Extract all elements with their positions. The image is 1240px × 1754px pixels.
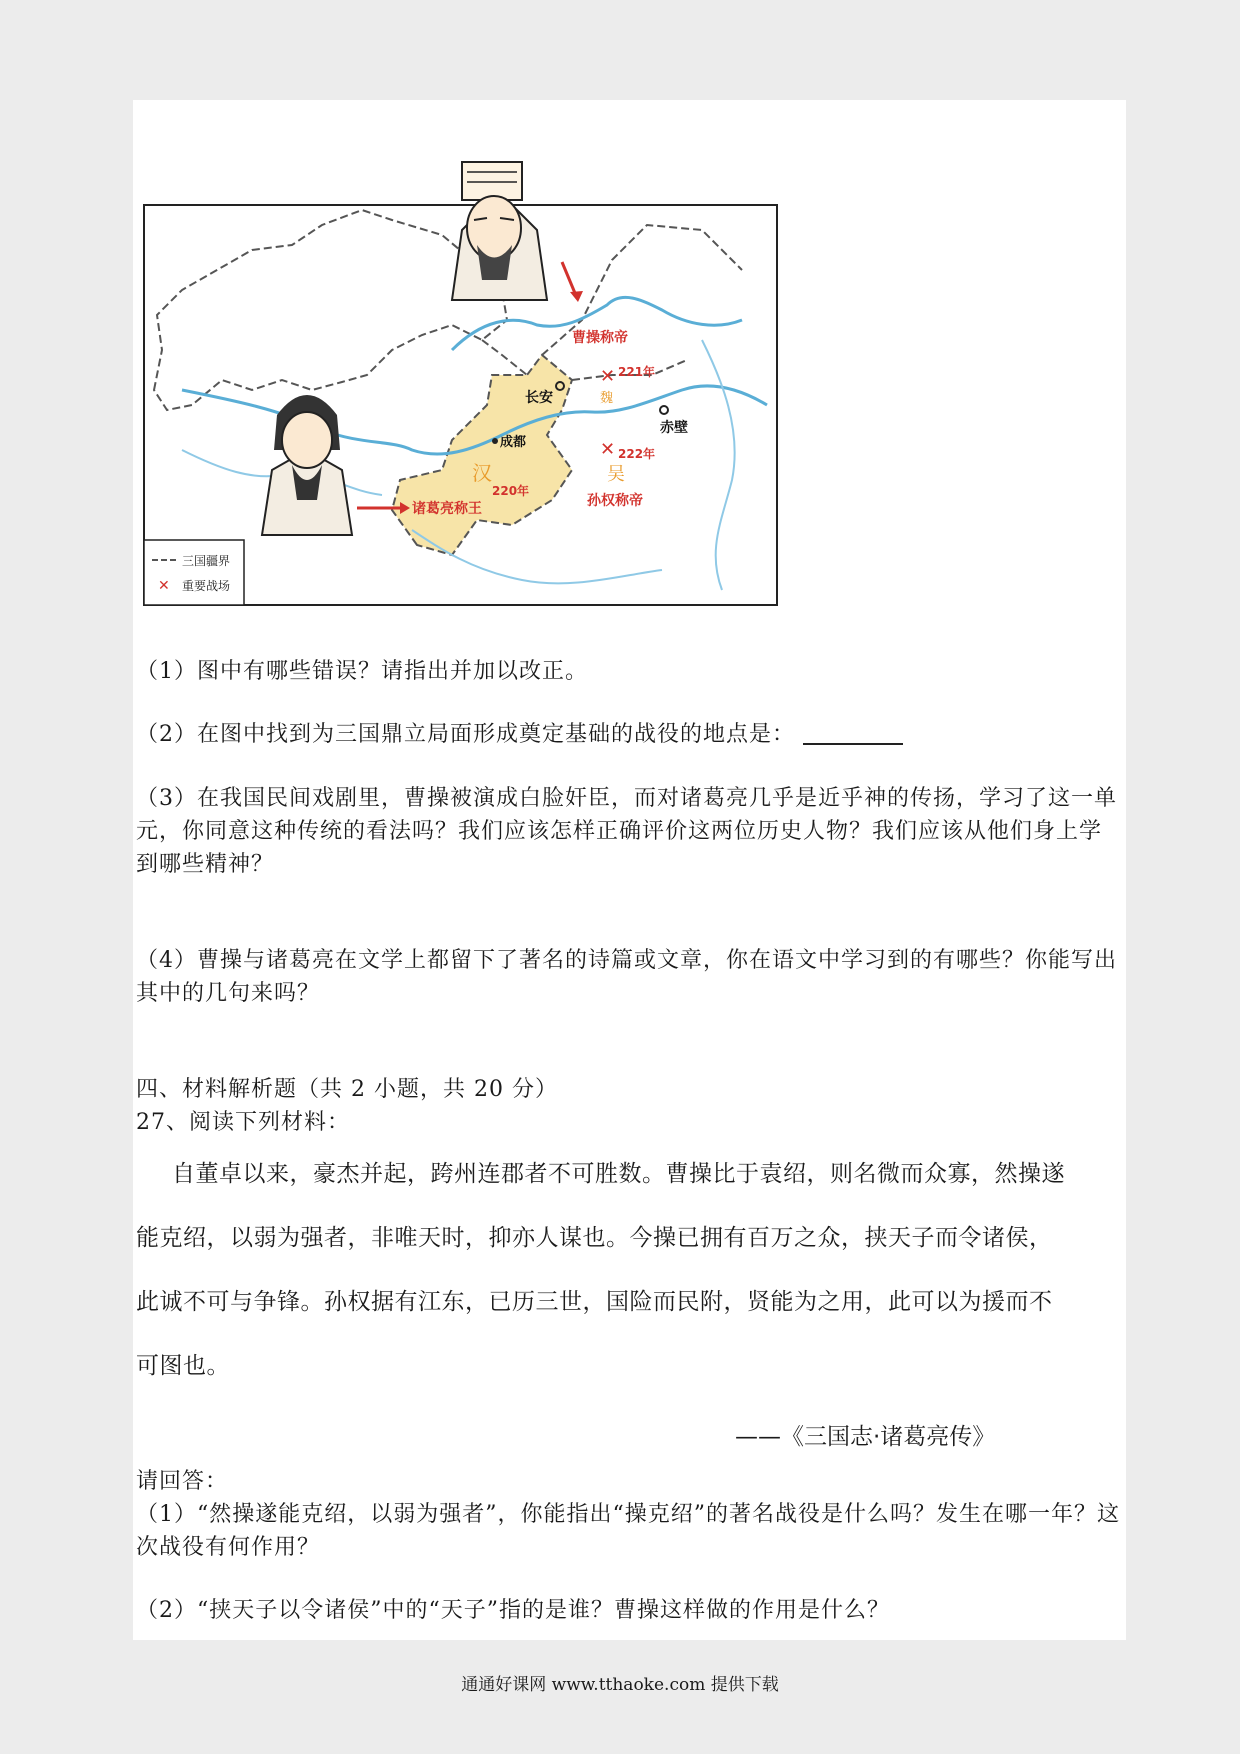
- cao-cao-portrait: [452, 162, 547, 300]
- sub-question-1-text: （1）“然操遂能克绍，以弱为强者”，你能指出“操克绍”的著名战役是什么吗？发生在哪一年？这次战役有何作用？: [136, 1502, 1120, 1560]
- legend-battle-label: 重要战场: [182, 579, 231, 593]
- map-svg: [142, 150, 782, 610]
- question-1-text: （1）图中有哪些错误？请指出并加以改正。: [136, 659, 588, 684]
- answer-blank[interactable]: [803, 721, 903, 745]
- label-year-222: 222年: [618, 447, 656, 461]
- question-2-text: （2）在图中找到为三国鼎立局面形成奠定基础的战役的地点是：: [136, 722, 795, 747]
- question-4-text: （4）曹操与诸葛亮在文学上都留下了著名的诗篇或文章，你在语文中学习到的有哪些？你能写出其中的几句来吗？: [136, 948, 1118, 1006]
- label-wu: 吴: [607, 464, 625, 485]
- sub-question-1: [136, 1498, 1121, 1564]
- question-3-text: （3）在我国民间戏剧里，曹操被演成白脸奸臣，而对诸葛亮几乎是近乎神的传扬，学习了这一单元，你同意这种传统的看法吗？我们应该怎样正确评价这两位历史人物？我们应该从他们身上学到哪些精神？: [136, 786, 1118, 877]
- page-footer: 通通好课网 www.tthaoke.com 提供下载: [461, 1675, 779, 1695]
- question-1: [136, 655, 1121, 688]
- section-4-title-text: 四、材料解析题（共 2 小题，共 20 分）: [136, 1077, 558, 1102]
- label-chengdu: 成都: [500, 435, 527, 450]
- label-wei: 魏: [600, 391, 614, 406]
- passage-line-4: 可图也。: [136, 1353, 230, 1379]
- label-sun-quan: 孙权称帝: [587, 493, 643, 509]
- chengdu-dot: [492, 438, 498, 444]
- label-han: 汉: [472, 461, 492, 485]
- label-year-220: 220年: [492, 484, 530, 498]
- battle-mark-221: ✕: [600, 366, 616, 387]
- section-4-title: [136, 1073, 1121, 1106]
- label-year-221: 221年: [618, 365, 656, 379]
- question-2: [136, 718, 1121, 751]
- battle-mark-222: ✕: [600, 439, 616, 460]
- passage-source: ——《三国志·诸葛亮传》: [735, 1424, 996, 1450]
- sub-question-2-text: （2）“挟天子以令诸侯”中的“天子”指的是谁？曹操这样做的作用是什么？: [136, 1598, 890, 1623]
- source-passage: [136, 1142, 1126, 1398]
- label-zhuge: 诸葛亮称王: [412, 501, 482, 517]
- three-kingdoms-map: [142, 150, 782, 610]
- label-cao-cao: 曹操称帝: [572, 330, 628, 346]
- passage-line-3: 此诚不可与争锋。孙权据有江东，已历三世，国险而民附，贤能为之用，此可以为援而不: [136, 1289, 1053, 1315]
- question-4: [136, 944, 1121, 1010]
- map-legend: [144, 540, 244, 605]
- legend-battle-swatch: ✕: [158, 578, 170, 594]
- answer-prompt-text: 请回答：: [136, 1469, 229, 1494]
- question-3: [136, 782, 1121, 881]
- question-27-text: 27、阅读下列材料：: [136, 1110, 350, 1135]
- question-27-label: [136, 1106, 1121, 1139]
- label-chibi: 赤壁: [660, 420, 688, 436]
- passage-line-1: 自董卓以来，豪杰并起，跨州连郡者不可胜数。曹操比于袁绍，则名微而众寡，然操遂: [172, 1161, 1065, 1187]
- passage-line-2: 能克绍，以弱为强者，非唯天时，抑亦人谋也。今操已拥有百万之众，挟天子而令诸侯，: [136, 1225, 1053, 1251]
- label-changan: 长安: [525, 390, 553, 406]
- sub-question-2: [136, 1594, 1121, 1627]
- legend-border-label: 三国疆界: [182, 554, 231, 568]
- answer-prompt: [136, 1465, 1121, 1498]
